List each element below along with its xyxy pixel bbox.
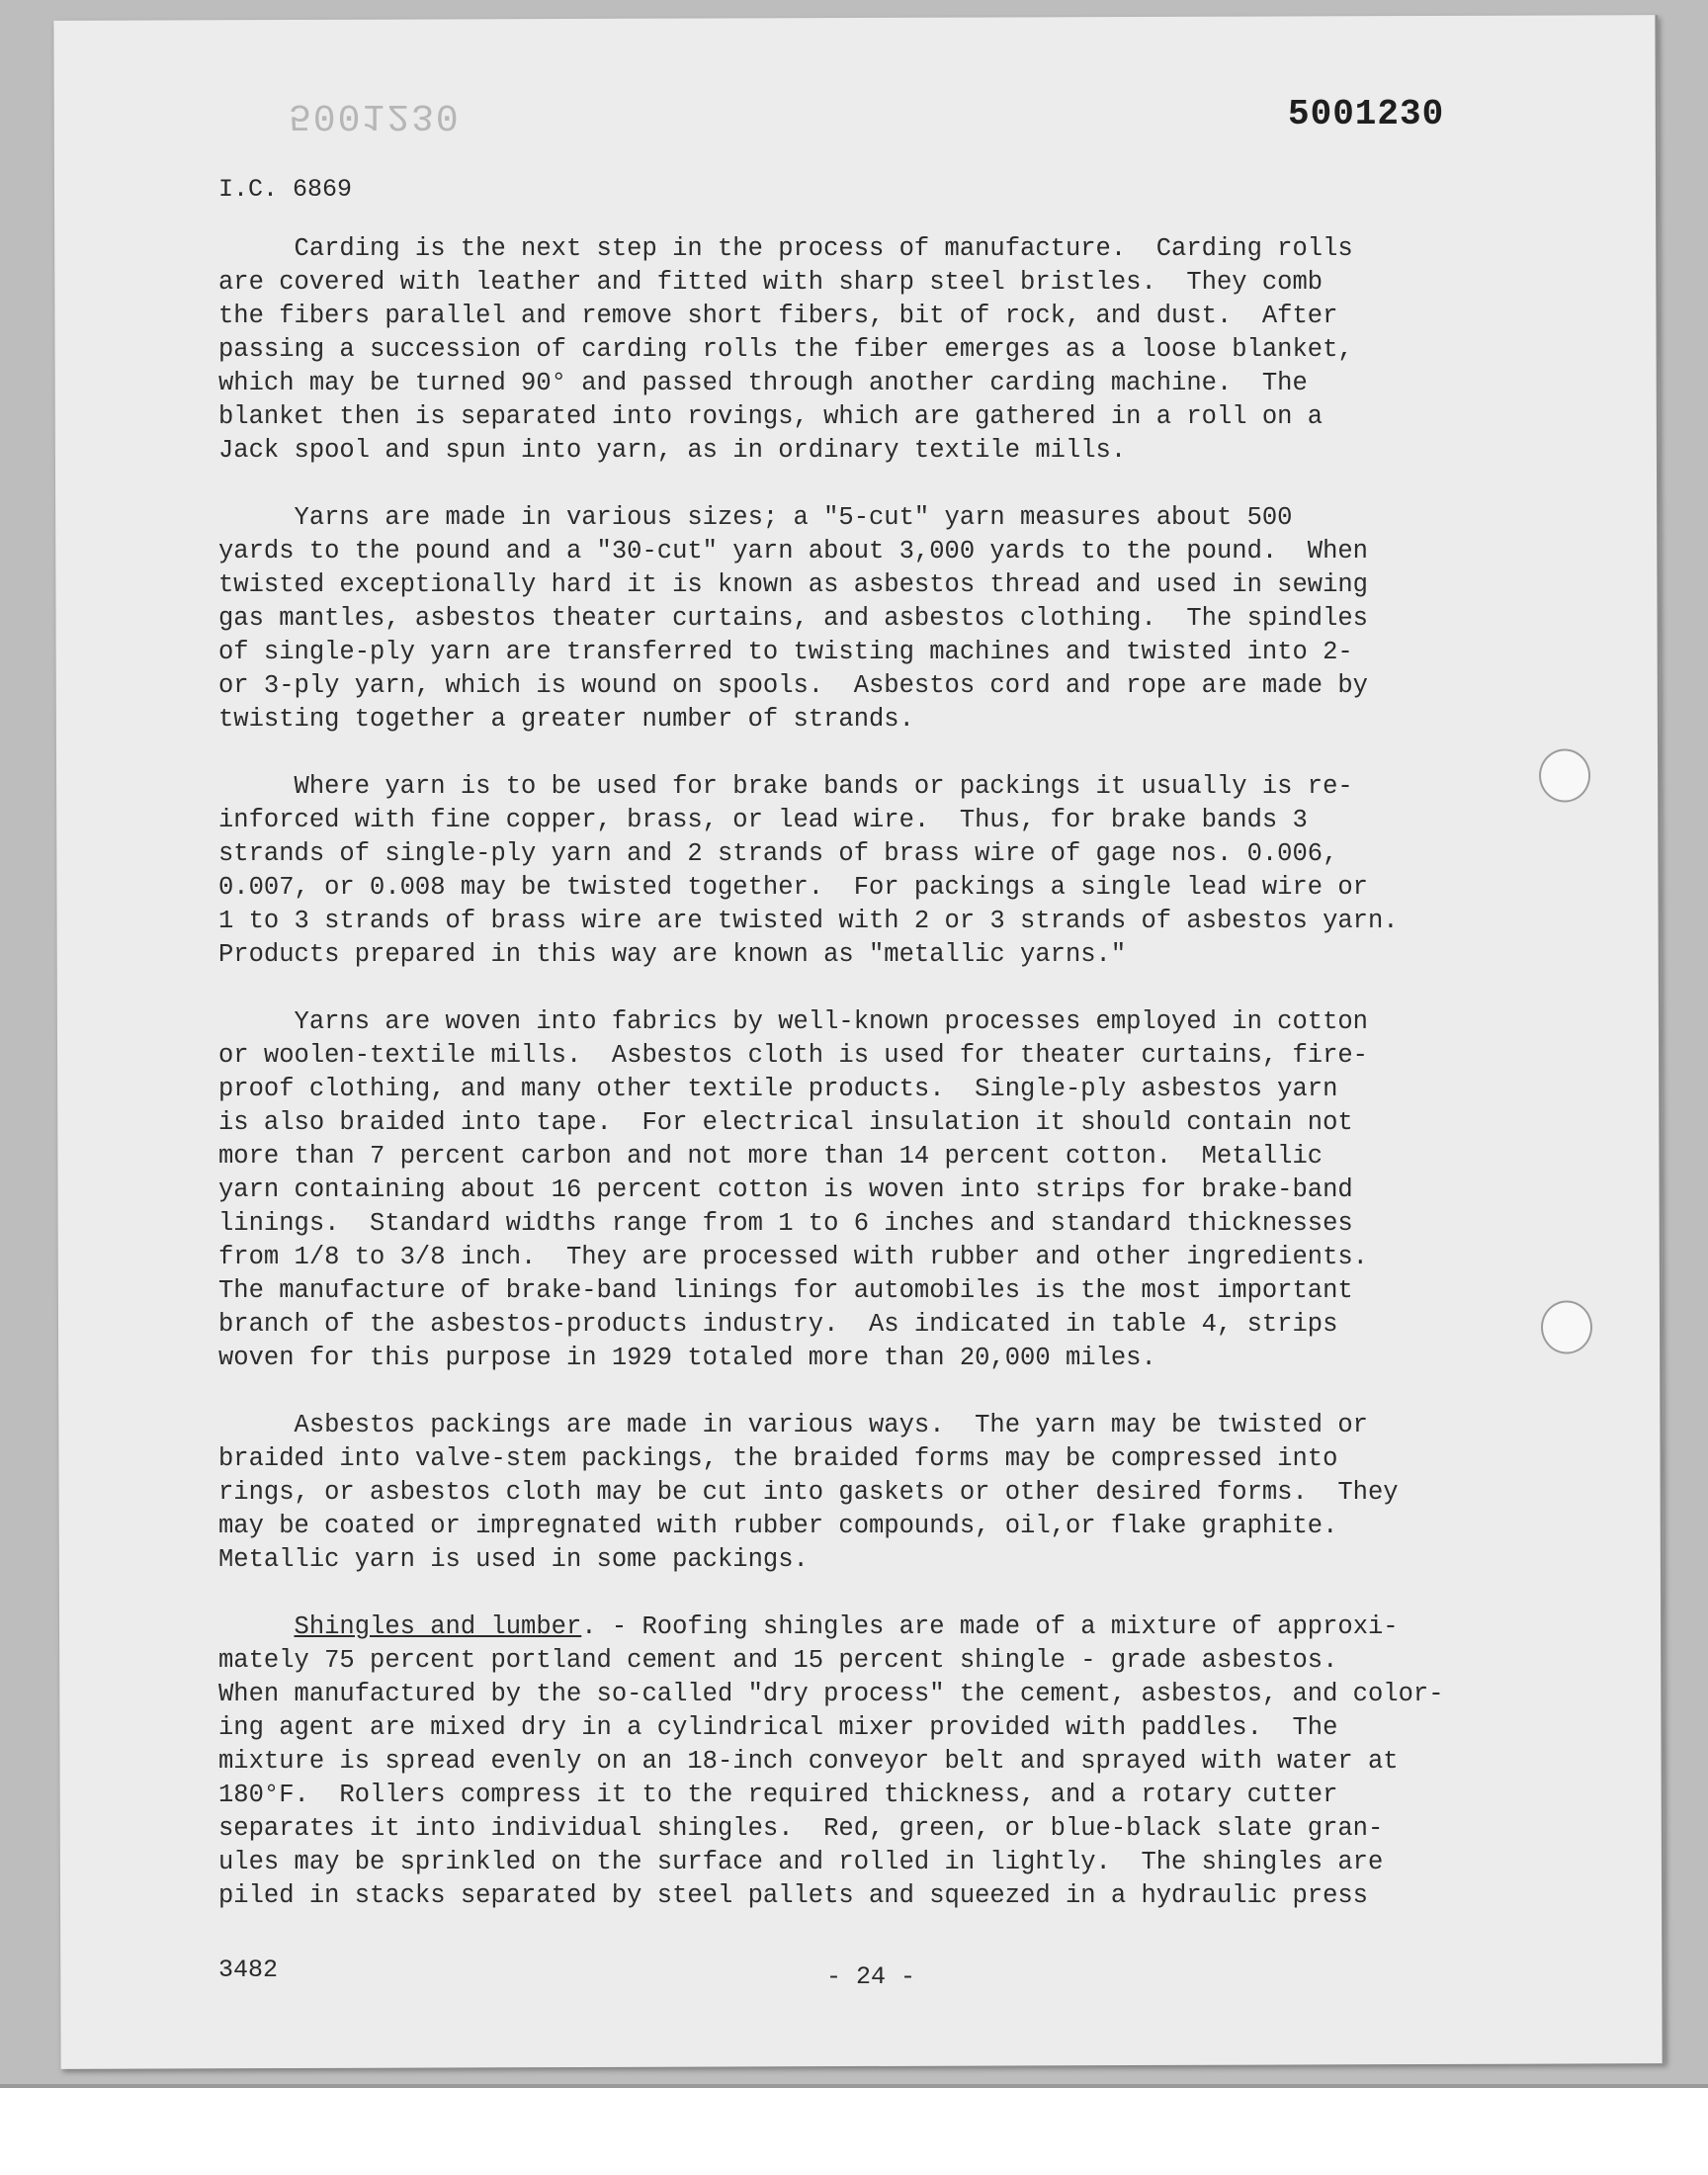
section-heading: Shingles and lumber: [294, 1612, 582, 1641]
text-line: mixture is spread evenly on an 18-inch conveyor belt and sprayed with water at: [218, 1747, 1399, 1776]
text-line: Products prepared in this way are known as "metallic yarns.": [218, 940, 1127, 969]
text-line: Carding is the next step in the process of manufacture. Carding rolls: [218, 234, 1353, 263]
paragraph-shingles: [218, 1610, 1543, 1913]
text-line: 1 to 3 strands of brass wire are twisted with 2 or 3 strands of asbestos yarn.: [218, 907, 1399, 935]
text-line: the fibers parallel and remove short fibers, bit of rock, and dust. After: [218, 302, 1338, 330]
paragraph-yarns: [218, 501, 1543, 737]
text-line: may be coated or impregnated with rubber compounds, oil,or flake graphite.: [218, 1512, 1338, 1540]
paragraph-brake-bands: [218, 770, 1543, 972]
text-line: . - Roofing shingles are made of a mixture of approxi-: [581, 1612, 1399, 1641]
text-line: 0.007, or 0.008 may be twisted together. For packings a single lead wire or: [218, 873, 1368, 902]
text-line: piled in stacks separated by steel pallets and squeezed in a hydraulic press: [218, 1881, 1368, 1910]
text-line: proof clothing, and many other textile products. Single-ply asbestos yarn: [218, 1075, 1338, 1103]
scan-bottom-edge: [0, 2084, 1708, 2088]
text-line: is also braided into tape. For electrical insulation it should contain not: [218, 1108, 1353, 1137]
paragraph-indent: [218, 1612, 295, 1641]
text-line: more than 7 percent carbon and not more than 14 percent cotton. Metallic: [218, 1142, 1324, 1171]
page-number: - 24 -: [826, 1962, 916, 1991]
text-line: of single-ply yarn are transferred to twisting machines and twisted into 2-: [218, 638, 1353, 666]
text-line: from 1/8 to 3/8 inch. They are processed with rubber and other ingredients.: [218, 1243, 1368, 1271]
text-line: are covered with leather and fitted with sharp steel bristles. They comb: [218, 268, 1324, 297]
text-line: braided into valve-stem packings, the braided forms may be compressed into: [218, 1444, 1338, 1473]
paragraph-carding: [218, 232, 1543, 468]
text-line: yarn containing about 16 percent cotton is woven into strips for brake-band: [218, 1175, 1353, 1204]
text-line: Yarns are woven into fabrics by well-known processes employed in cotton: [218, 1007, 1368, 1036]
text-line: mately 75 percent portland cement and 15 percent shingle - grade asbestos.: [218, 1646, 1338, 1675]
text-line: 180°F. Rollers compress it to the required thickness, and a rotary cutter: [218, 1781, 1338, 1809]
text-line: strands of single-ply yarn and 2 strands of brass wire of gage nos. 0.006,: [218, 839, 1338, 868]
text-line: Asbestos packings are made in various ways. The yarn may be twisted or: [218, 1411, 1368, 1439]
paragraph-packings: [218, 1409, 1543, 1577]
series-label: I.C. 6869: [218, 175, 353, 204]
text-line: When manufactured by the so-called "dry process" the cement, asbestos, and color-: [218, 1680, 1444, 1708]
text-line: separates it into individual shingles. Red, green, or blue-black slate gran-: [218, 1814, 1384, 1843]
text-line: which may be turned 90° and passed through another carding machine. The: [218, 369, 1308, 397]
text-line: branch of the asbestos-products industry. As indicated in table 4, strips: [218, 1310, 1338, 1339]
punch-hole-lower: [1541, 1300, 1592, 1353]
paragraph-fabrics: [218, 1005, 1543, 1375]
bleed-through-stamp: 5001230: [289, 94, 461, 136]
text-line: linings. Standard widths range from 1 to 6 inches and standard thicknesses: [218, 1209, 1353, 1238]
document-number: 5001230: [1288, 94, 1445, 134]
text-line: Yarns are made in various sizes; a "5-cut" yarn measures about 500: [218, 503, 1293, 532]
punch-hole-upper: [1539, 748, 1590, 802]
text-line: or woolen-textile mills. Asbestos cloth is used for theater curtains, fire-: [218, 1041, 1368, 1070]
text-line: inforced with fine copper, brass, or lead wire. Thus, for brake bands 3: [218, 806, 1308, 834]
text-line: Where yarn is to be used for brake bands or packings it usually is re-: [218, 772, 1353, 801]
text-line: Jack spool and spun into yarn, as in ordinary textile mills.: [218, 436, 1127, 465]
body-text: [218, 232, 1543, 1947]
text-line: gas mantles, asbestos theater curtains, and asbestos clothing. The spindles: [218, 604, 1368, 633]
text-line: yards to the pound and a "30-cut" yarn about 3,000 yards to the pound. When: [218, 537, 1368, 566]
text-line: The manufacture of brake-band linings for automobiles is the most important: [218, 1276, 1353, 1305]
text-line: passing a succession of carding rolls the fiber emerges as a loose blanket,: [218, 335, 1353, 364]
text-line: ules may be sprinkled on the surface and rolled in lightly. The shingles are: [218, 1848, 1384, 1876]
text-line: rings, or asbestos cloth may be cut into gaskets or other desired forms. They: [218, 1478, 1399, 1507]
text-line: twisting together a greater number of strands.: [218, 705, 914, 734]
text-line: Metallic yarn is used in some packings.: [218, 1545, 809, 1574]
text-line: blanket then is separated into rovings, which are gathered in a roll on a: [218, 402, 1324, 431]
text-line: or 3-ply yarn, which is wound on spools. Asbestos cord and rope are made by: [218, 671, 1368, 700]
text-line: twisted exceptionally hard it is known as asbestos thread and used in sewing: [218, 570, 1368, 599]
text-line: woven for this purpose in 1929 totaled more than 20,000 miles.: [218, 1344, 1156, 1372]
footer-code: 3482: [218, 1956, 279, 1984]
text-line: ing agent are mixed dry in a cylindrical mixer provided with paddles. The: [218, 1713, 1338, 1742]
